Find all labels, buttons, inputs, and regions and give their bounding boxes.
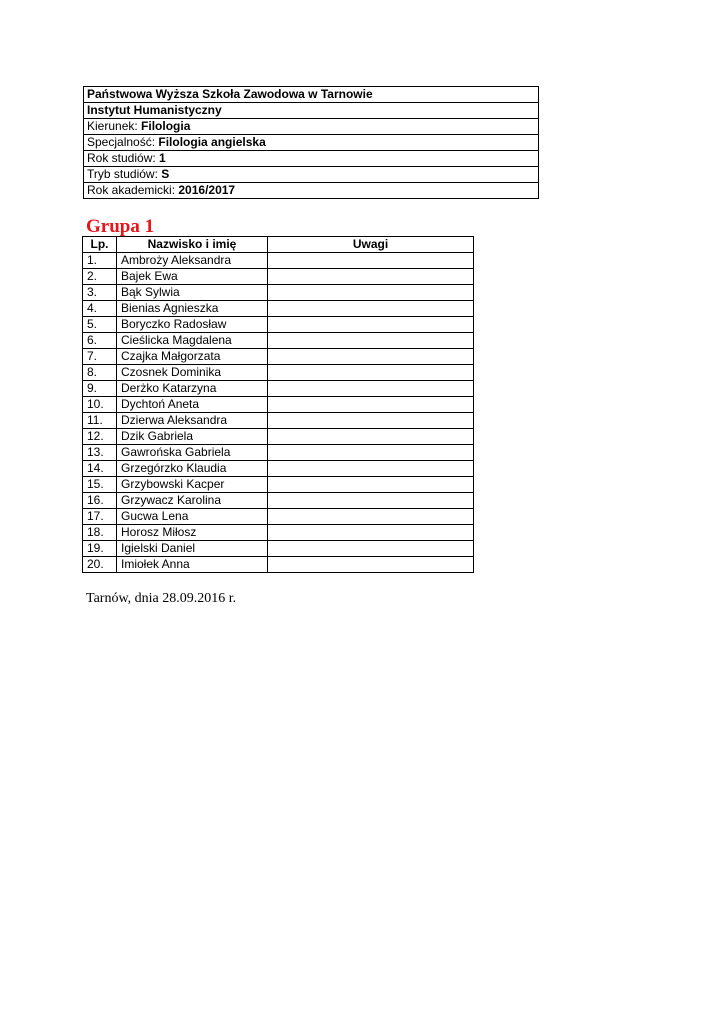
student-name: Boryczko Radosław [117,317,268,333]
row-number: 9. [83,381,117,397]
table-header-row [83,237,474,253]
row-notes [268,365,474,381]
row-notes [268,541,474,557]
academic-year-value: 2016/2017 [178,183,236,197]
row-notes [268,461,474,477]
table-row [83,413,474,429]
field-label: Kierunek: [87,119,142,133]
column-header-lp: Lp. [83,237,117,253]
student-name: Gucwa Lena [117,509,268,525]
student-rows [83,253,474,573]
row-number: 2. [83,269,117,285]
row-number: 13. [83,445,117,461]
row-number: 4. [83,301,117,317]
academic-year-cell [84,183,539,199]
year-value: 1 [159,151,166,165]
year-row [84,151,539,167]
row-notes [268,333,474,349]
table-row [83,429,474,445]
institute-name: Instytut Humanistyczny [84,103,539,119]
row-notes [268,509,474,525]
field-cell [84,119,539,135]
row-notes [268,445,474,461]
column-header-notes: Uwagi [268,237,474,253]
student-name: Czosnek Dominika [117,365,268,381]
row-number: 12. [83,429,117,445]
header-info-table [83,86,539,199]
table-row [83,301,474,317]
table-row [83,317,474,333]
table-row [83,365,474,381]
specialty-cell [84,135,539,151]
specialty-label: Specjalność: [87,135,159,149]
row-notes [268,349,474,365]
student-name: Ambroży Aleksandra [117,253,268,269]
row-number: 17. [83,509,117,525]
table-row [83,461,474,477]
school-name: Państwowa Wyższa Szkoła Zawodowa w Tarnowie [84,87,539,103]
student-name: Horosz Miłosz [117,525,268,541]
academic-year-row [84,183,539,199]
row-number: 7. [83,349,117,365]
row-notes [268,413,474,429]
row-notes [268,525,474,541]
row-notes [268,493,474,509]
group-title: Grupa 1 [86,216,155,237]
table-row [83,541,474,557]
institute-row [84,103,539,119]
row-number: 5. [83,317,117,333]
year-cell [84,151,539,167]
table-row [83,285,474,301]
row-notes [268,253,474,269]
student-name: Bienias Agnieszka [117,301,268,317]
student-name: Dzierwa Aleksandra [117,413,268,429]
footer-date: Tarnów, dnia 28.09.2016 r. [86,591,237,606]
student-name: Igielski Daniel [117,541,268,557]
table-row [83,477,474,493]
row-notes [268,285,474,301]
table-row [83,557,474,573]
row-notes [268,301,474,317]
field-value: Filologia [141,119,191,133]
table-row [83,509,474,525]
row-number: 3. [83,285,117,301]
academic-year-label: Rok akademicki: [87,183,179,197]
row-number: 19. [83,541,117,557]
student-name: Gawrońska Gabriela [117,445,268,461]
row-notes [268,557,474,573]
student-name: Dychtoń Aneta [117,397,268,413]
student-name: Imiołek Anna [117,557,268,573]
student-name: Dzik Gabriela [117,429,268,445]
student-name: Grzegórzko Klaudia [117,461,268,477]
row-notes [268,381,474,397]
row-number: 11. [83,413,117,429]
table-row [83,397,474,413]
table-row [83,349,474,365]
student-name: Bąk Sylwia [117,285,268,301]
table-row [83,525,474,541]
student-name: Cieślicka Magdalena [117,333,268,349]
specialty-row [84,135,539,151]
row-number: 15. [83,477,117,493]
student-name: Grzywacz Karolina [117,493,268,509]
row-number: 6. [83,333,117,349]
table-row [83,493,474,509]
mode-label: Tryb studiów: [87,167,162,181]
column-header-name: Nazwisko i imię [117,237,268,253]
table-row [83,333,474,349]
row-number: 10. [83,397,117,413]
table-row [83,381,474,397]
table-row [83,253,474,269]
row-number: 1. [83,253,117,269]
student-name: Czajka Małgorzata [117,349,268,365]
field-row [84,119,539,135]
table-row [83,269,474,285]
table-row [83,445,474,461]
mode-value: S [161,167,170,181]
student-name: Derżko Katarzyna [117,381,268,397]
row-notes [268,317,474,333]
row-notes [268,397,474,413]
school-row [84,87,539,103]
row-number: 20. [83,557,117,573]
row-number: 18. [83,525,117,541]
row-notes [268,269,474,285]
student-name: Grzybowski Kacper [117,477,268,493]
mode-row [84,167,539,183]
row-number: 16. [83,493,117,509]
student-list-table [82,236,474,573]
row-number: 8. [83,365,117,381]
year-label: Rok studiów: [87,151,160,165]
row-number: 14. [83,461,117,477]
row-notes [268,477,474,493]
specialty-value: Filologia angielska [158,135,266,149]
student-name: Bajek Ewa [117,269,268,285]
row-notes [268,429,474,445]
mode-cell [84,167,539,183]
